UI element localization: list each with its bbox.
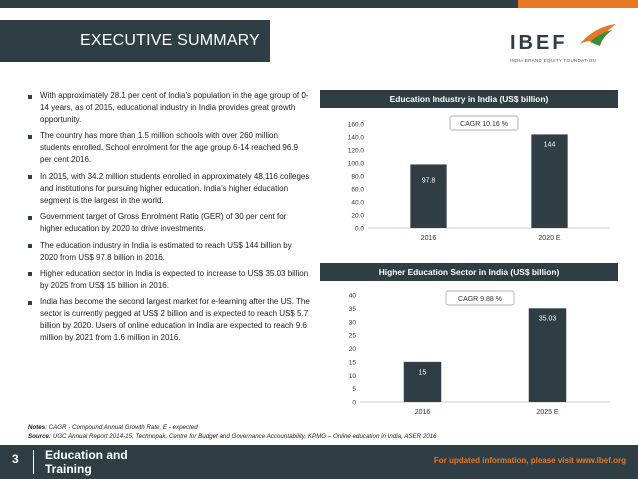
x-tick-label: 2016	[414, 409, 431, 416]
y-tick-label: 30	[348, 319, 356, 327]
y-tick-label: 140.0	[347, 134, 364, 142]
bullet-icon	[28, 244, 32, 248]
y-tick-label: 60.0	[351, 186, 364, 194]
y-tick-label: 35	[348, 305, 356, 313]
chart-higher-education	[320, 263, 618, 433]
bullet-icon	[28, 301, 32, 305]
cagr-label: CAGR 9.88 %	[458, 296, 502, 303]
x-tick-label: 2016	[420, 235, 437, 242]
footer-divider	[33, 450, 34, 474]
top-bar	[0, 0, 638, 8]
bar-value-label: 97.8	[421, 177, 436, 185]
y-tick-label: 0	[352, 399, 356, 407]
bar	[529, 308, 567, 402]
y-tick-label: 5	[352, 386, 356, 394]
y-tick-label: 40.0	[351, 199, 364, 207]
cagr-label: CAGR 10.16 %	[460, 121, 508, 128]
bullet-icon	[28, 175, 32, 179]
chart-education-industry-plot	[320, 108, 618, 248]
y-tick-label: 20.0	[351, 212, 364, 220]
bird-icon	[578, 22, 618, 52]
bullet-text: In 2015, with 34.2 million students enrolled in approximately 48,116 colleges and institutions for pursuing higher education. India’s higher education segment is the largest in the world.	[40, 171, 310, 205]
y-tick-label: 160.0	[347, 121, 364, 129]
y-tick-label: 120.0	[347, 147, 364, 155]
y-tick-label: 40	[348, 292, 356, 300]
bullet-text: The education industry in India is estimated to reach US$ 144 billion by 2020 from US$ 97.8 billion in 2016.	[40, 240, 292, 262]
chart-higher-education-plot	[320, 281, 618, 433]
notes-line	[28, 423, 628, 432]
bullet-item	[28, 211, 310, 235]
bar	[531, 134, 567, 228]
chart-title: Education Industry in India (US$ billion)	[320, 90, 618, 108]
footer-link[interactable]: For updated information, please visit www.ibef.org	[433, 456, 626, 465]
bullet-text: The country has more than 1.5 million schools with over 260 million students enrolled. School enrolment for the age group 6-14 reached 96.9 per cent 2016.	[40, 131, 298, 165]
bullet-item	[28, 240, 310, 264]
bullet-icon	[28, 95, 32, 99]
bullet-item	[28, 268, 310, 292]
bullet-icon	[28, 216, 32, 220]
page-number: 3	[12, 452, 19, 466]
bullet-list	[28, 90, 310, 349]
logo-subtitle: INDIA BRAND EQUITY FOUNDATION	[510, 58, 597, 63]
bullet-icon	[28, 272, 32, 276]
bar-value-label: 144	[543, 141, 556, 149]
y-tick-label: 0.0	[354, 225, 364, 233]
bar	[404, 362, 442, 402]
bullet-text: Higher education sector in India is expected to increase to US$ 35.03 billion by 2025 from US$ 15 billion in 2016.	[40, 268, 309, 290]
notes-block	[28, 423, 628, 441]
y-tick-label: 25	[348, 332, 356, 340]
y-tick-label: 80.0	[351, 173, 364, 181]
bullet-icon	[28, 135, 32, 139]
bullet-text: With approximately 28.1 per cent of India’s population in the age group of 0-14 years, as of 2015, educational industry in India provides great growth opportunity.	[40, 91, 309, 124]
bullet-item	[28, 171, 310, 207]
x-tick-label: 2025 E	[536, 409, 559, 416]
chart-title: Higher Education Sector in India (US$ billion)	[320, 263, 618, 281]
footer-title: Education and Training	[45, 448, 128, 476]
notes-text: : CAGR - Compound Annual Growth Rate, E - expected	[45, 424, 198, 431]
bullet-text: India has become the second largest market for e-learning after the US. The sector is currently pegged at US$ 2 billion and is expected to reach US$ 5.7 billion by 2020. Users of online education in India are expected to reach 9.6 million by 2021 from 1.6 million in 2016.	[40, 297, 310, 343]
source-text: UGC Annual Report 2014-15, Technopak, Centre for Budget and Governance Accountability, KPMG – Online education in India, ASER 2016	[51, 433, 437, 440]
y-tick-label: 100.0	[347, 160, 364, 168]
bar	[410, 164, 446, 228]
bullet-item	[28, 90, 310, 126]
y-tick-label: 15	[348, 359, 356, 367]
notes-label: Notes	[28, 424, 46, 431]
footer	[0, 445, 638, 479]
source-label: Source:	[28, 433, 52, 440]
y-tick-label: 20	[348, 346, 356, 353]
bar-value-label: 35.03	[538, 315, 557, 323]
top-bar-accent	[518, 0, 638, 8]
chart-education-industry	[320, 90, 618, 248]
bullet-item	[28, 130, 310, 166]
bullet-text: Government target of Gross Enrolment Ratio (GER) of 30 per cent for higher education by 2020 to drive investments.	[40, 212, 287, 234]
bullet-item	[28, 296, 310, 344]
x-tick-label: 2020 E	[538, 235, 561, 242]
page-title: EXECUTIVE SUMMARY	[0, 20, 270, 62]
y-tick-label: 10	[348, 372, 356, 380]
ibef-logo[interactable]	[510, 28, 620, 68]
logo-text: IBEF	[510, 32, 568, 54]
source-line	[28, 432, 628, 441]
bar-value-label: 15	[418, 369, 427, 377]
